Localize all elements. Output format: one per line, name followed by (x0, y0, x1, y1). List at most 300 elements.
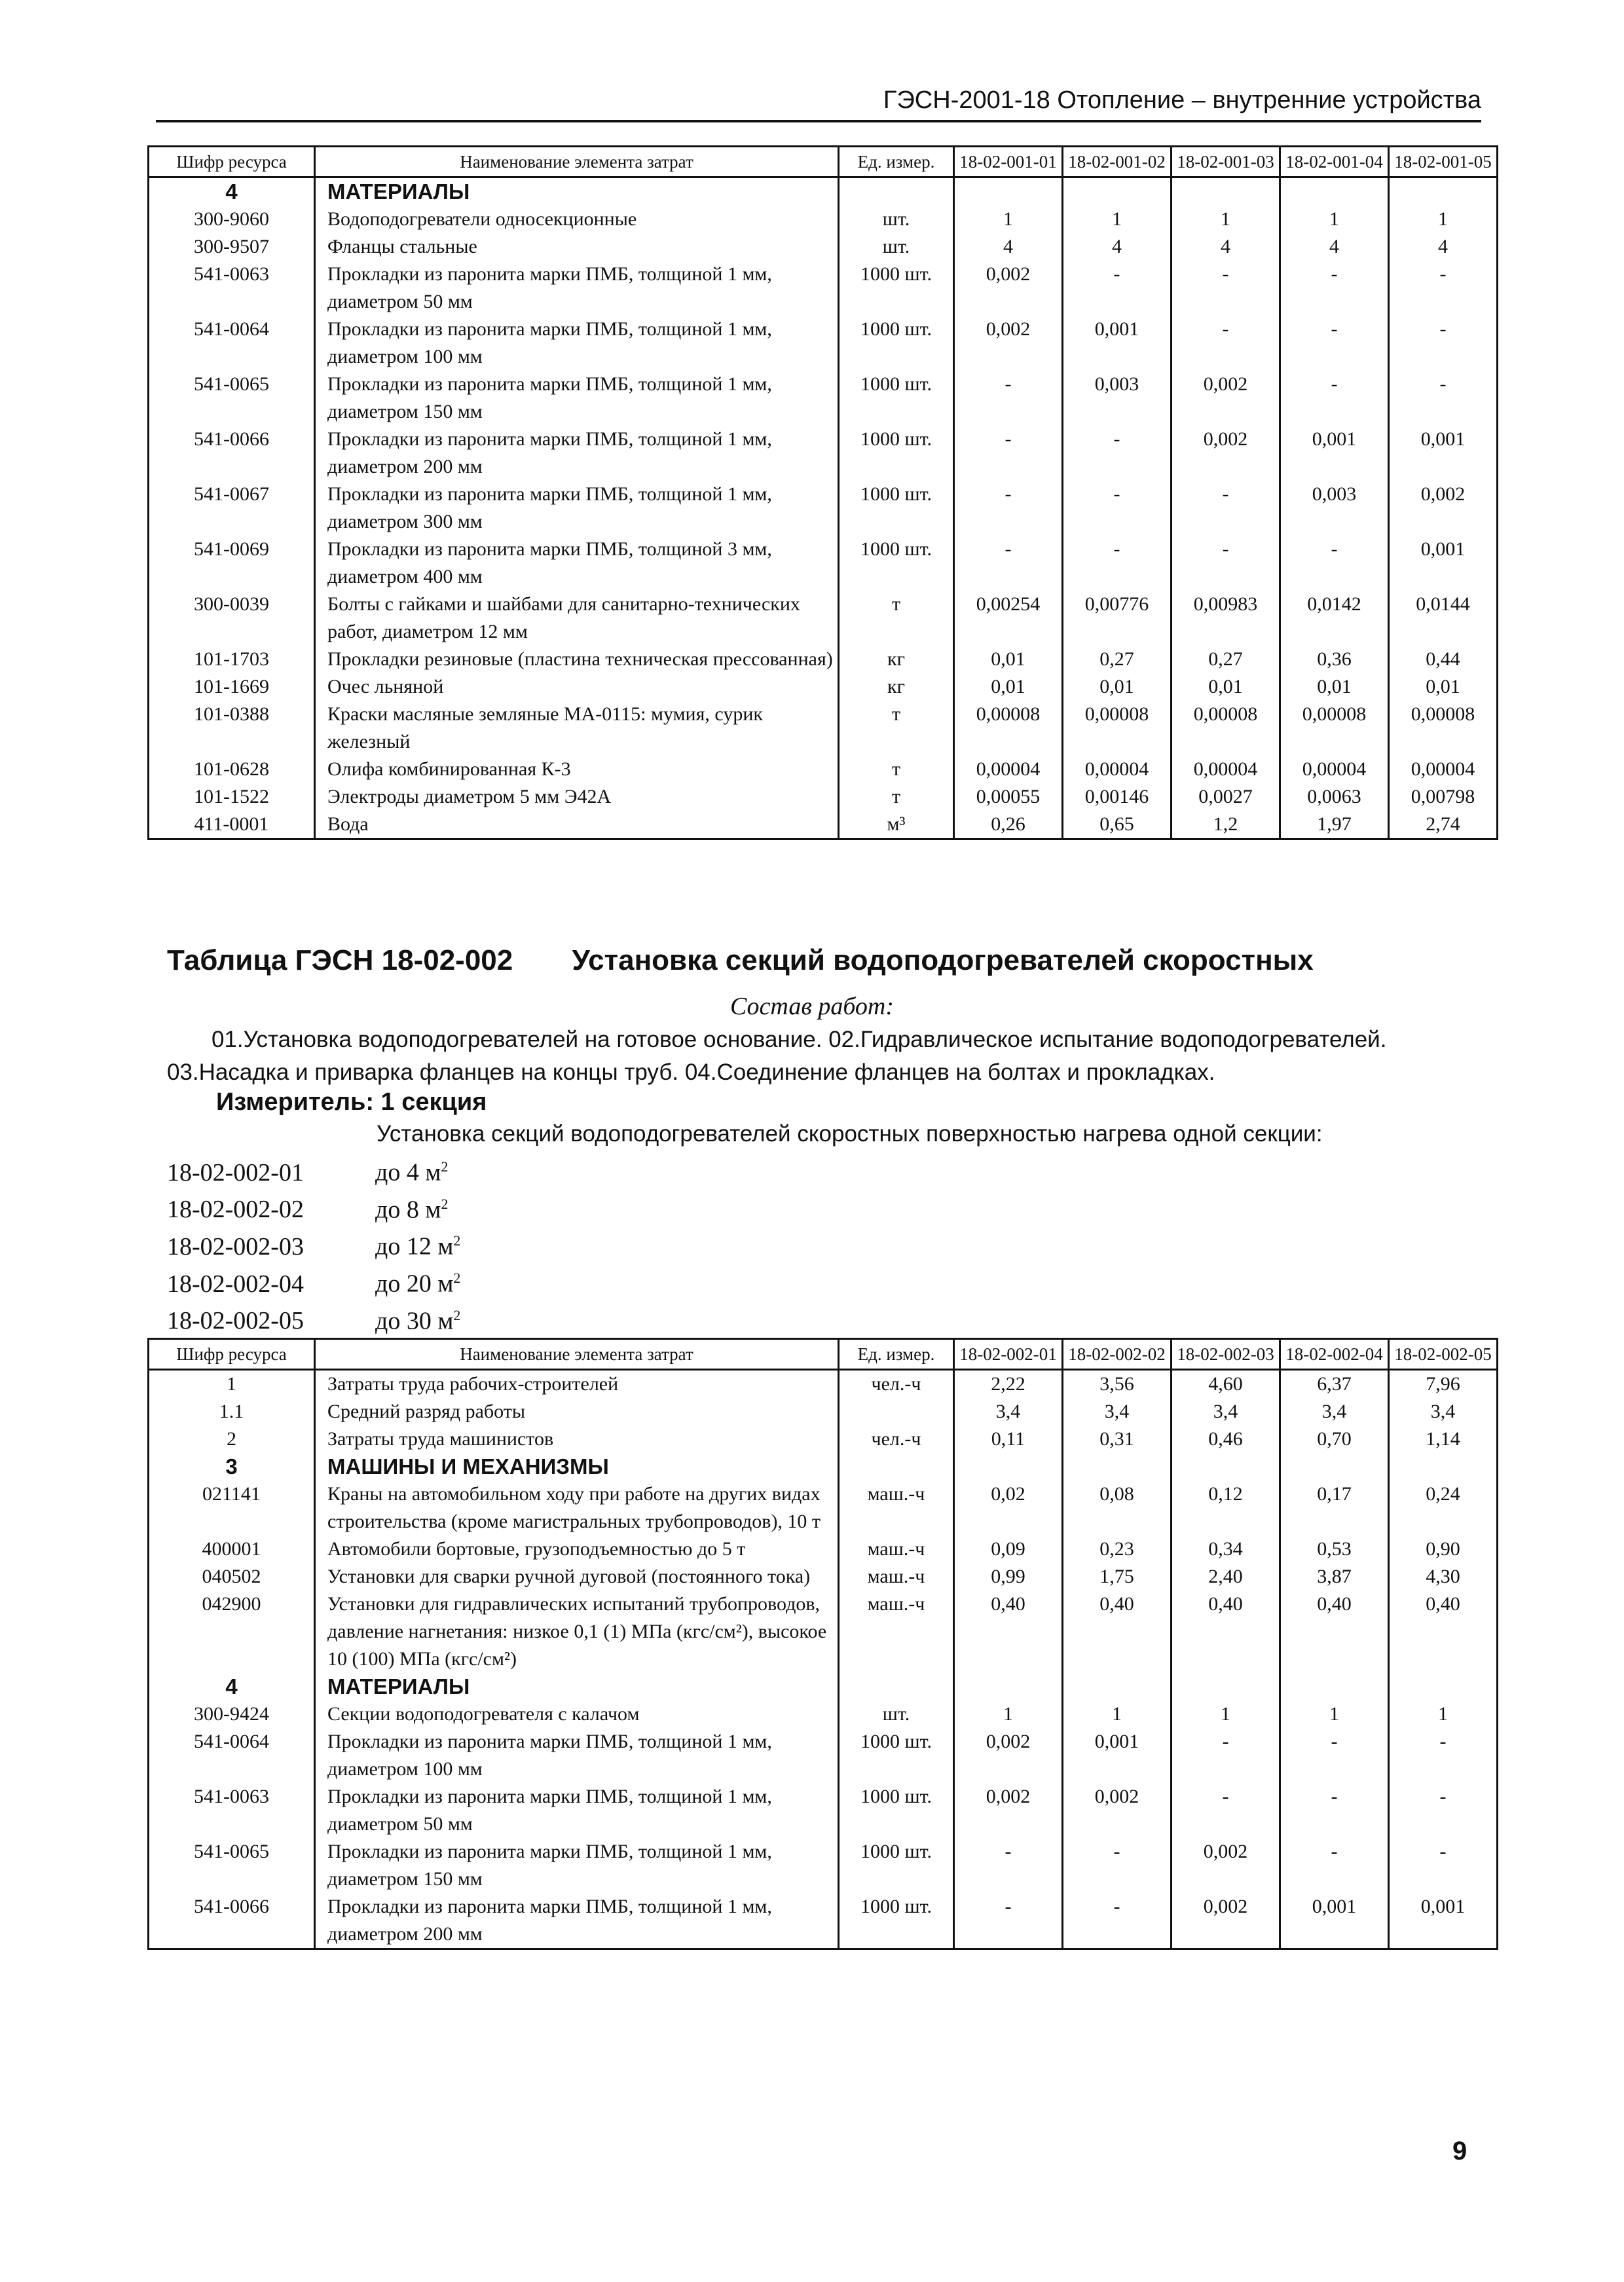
norm-value: 0,40 (1063, 1591, 1172, 1673)
column-header: 18-02-001-02 (1063, 147, 1172, 177)
norm-value: 0,26 (954, 811, 1063, 839)
norm-value: 0,01 (1172, 673, 1280, 701)
resource-code: 541-0064 (149, 316, 315, 371)
norm-value: 0,02 (954, 1481, 1063, 1536)
norm-value: 0,40 (1389, 1591, 1498, 1673)
unit: маш.-ч (839, 1563, 954, 1591)
norm-value: 7,96 (1389, 1370, 1498, 1399)
unit: 1000 шт. (839, 261, 954, 316)
norm-value: 3,4 (1389, 1398, 1498, 1426)
norm-value: 1 (1063, 206, 1172, 233)
norm-value: - (1172, 536, 1280, 591)
norm-value: 0,002 (954, 1783, 1063, 1838)
table-row (149, 1481, 1498, 1536)
variant-row (167, 1225, 460, 1262)
resource-code: 042900 (149, 1591, 315, 1673)
work-composition-line: 03.Насадка и приварка фланцев на концы труб. 04.Соединение фланцев на болтах и прокладках. (167, 1059, 1215, 1085)
resource-name: Прокладки из паронита марки ПМБ, толщиной 1 мм, диаметром 150 мм (315, 371, 839, 426)
variant-unit-power: 2 (441, 1158, 449, 1175)
work-composition-heading: Состав работ: (729, 993, 895, 1020)
norm-value: 0,00798 (1389, 783, 1498, 811)
resource-name: Очес льняной (315, 673, 839, 701)
norm-value: 0,001 (1280, 426, 1389, 481)
resource-code: 541-0063 (149, 261, 315, 316)
table-row (149, 1398, 1498, 1426)
table-row (149, 646, 1498, 673)
variant-row (167, 1188, 460, 1226)
norm-value: - (1063, 1893, 1172, 1949)
norm-value: - (1389, 1783, 1498, 1838)
norm-value (1063, 1453, 1172, 1481)
norm-value: 0,00254 (954, 591, 1063, 646)
table-row (149, 1591, 1498, 1673)
resource-name: Водоподогреватели односекционные (315, 206, 839, 233)
table-number: Таблица ГЭСН 18-02-002 (167, 944, 513, 976)
norm-value: - (954, 1838, 1063, 1893)
resource-table-18-02-002 (147, 1338, 1498, 1950)
unit (839, 1398, 954, 1426)
norm-value: 0,00008 (1389, 701, 1498, 756)
resource-code: 101-1669 (149, 673, 315, 701)
unit: т (839, 756, 954, 783)
resource-code: 541-0065 (149, 1838, 315, 1893)
norm-value: 0,002 (1172, 1838, 1280, 1893)
resource-code: 3 (149, 1453, 315, 1481)
work-composition-line: 01.Установка водоподогревателей на готовое основание. 02.Гидравлическое испытание водоподогревателей. (212, 1027, 1387, 1052)
variant-unit-power: 2 (453, 1269, 461, 1286)
table-row (149, 261, 1498, 316)
norm-value: 0,002 (1172, 1893, 1280, 1949)
norm-value: - (1063, 1838, 1172, 1893)
norm-value: - (1280, 316, 1389, 371)
norm-value: - (1389, 1728, 1498, 1783)
variant-code: 18-02-002-05 (167, 1307, 304, 1335)
unit: маш.-ч (839, 1536, 954, 1563)
norm-value (1389, 1673, 1498, 1701)
norm-value: 6,37 (1280, 1370, 1389, 1399)
unit: 1000 шт. (839, 371, 954, 426)
resource-code: 400001 (149, 1536, 315, 1563)
resource-code: 300-0039 (149, 591, 315, 646)
unit: 1000 шт. (839, 1838, 954, 1893)
resource-name: Электроды диаметром 5 мм Э42А (315, 783, 839, 811)
norm-value: 1,97 (1280, 811, 1389, 839)
resource-code: 411-0001 (149, 811, 315, 839)
norm-value: 3,4 (1063, 1398, 1172, 1426)
norm-value: 0,01 (1280, 673, 1389, 701)
norm-value: - (1172, 481, 1280, 536)
table-row (149, 1893, 1498, 1949)
norm-value: 0,00008 (954, 701, 1063, 756)
norm-value: 0,00008 (1280, 701, 1389, 756)
norm-value: 0,27 (1172, 646, 1280, 673)
unit: чел.-ч (839, 1370, 954, 1399)
resource-name: Прокладки резиновые (пластина техническая прессованная) (315, 646, 839, 673)
variant-unit-power: 2 (441, 1195, 449, 1212)
resource-code: 300-9060 (149, 206, 315, 233)
unit: 1000 шт. (839, 316, 954, 371)
column-header: 18-02-002-02 (1063, 1339, 1172, 1370)
variant-code: 18-02-002-03 (167, 1232, 304, 1261)
norm-value: 0,40 (954, 1591, 1063, 1673)
table-row (149, 591, 1498, 646)
unit: 1000 шт. (839, 1893, 954, 1949)
resource-name: Краны на автомобильном ходу при работе на других видах строительства (кроме магистральных трубопроводов), 10 т (315, 1481, 839, 1536)
unit: т (839, 701, 954, 756)
section-row (149, 1673, 1498, 1701)
unit: маш.-ч (839, 1591, 954, 1673)
column-header: 18-02-002-05 (1389, 1339, 1498, 1370)
norm-value: 1 (1172, 206, 1280, 233)
norm-value: 3,4 (1172, 1398, 1280, 1426)
norm-value: 4,60 (1172, 1370, 1280, 1399)
norm-value: 0,0142 (1280, 591, 1389, 646)
variant-value: до 30 м (375, 1307, 454, 1335)
norm-value (1063, 1673, 1172, 1701)
table-row (149, 206, 1498, 233)
unit: маш.-ч (839, 1481, 954, 1536)
column-header: Наименование элемента затрат (315, 1339, 839, 1370)
table-row (149, 1838, 1498, 1893)
norm-value: 0,003 (1280, 481, 1389, 536)
unit: 1000 шт. (839, 426, 954, 481)
norm-value: 0,12 (1172, 1481, 1280, 1536)
norm-value: 0,27 (1063, 646, 1172, 673)
resource-name: Автомобили бортовые, грузоподъемностью до 5 т (315, 1536, 839, 1563)
variant-value: до 8 м (375, 1196, 441, 1224)
norm-value: 0,31 (1063, 1426, 1172, 1453)
norm-value: 0,002 (954, 316, 1063, 371)
norm-value: 4 (1389, 233, 1498, 261)
norm-value: 0,002 (1172, 426, 1280, 481)
table-row (149, 481, 1498, 536)
norm-value: 1 (1172, 1701, 1280, 1728)
resource-code: 2 (149, 1426, 315, 1453)
table-row (149, 426, 1498, 481)
page-number: 9 (1452, 2137, 1467, 2165)
norm-value (1280, 1453, 1389, 1481)
resource-code: 1 (149, 1370, 315, 1399)
norm-value: 3,56 (1063, 1370, 1172, 1399)
norm-value (1172, 1673, 1280, 1701)
norm-value: 2,22 (954, 1370, 1063, 1399)
norm-value: - (1172, 316, 1280, 371)
resource-code: 101-0628 (149, 756, 315, 783)
norm-value: 2,74 (1389, 811, 1498, 839)
table-row (149, 673, 1498, 701)
norm-value: - (1280, 1838, 1389, 1893)
norm-value (954, 177, 1063, 206)
table-row (149, 1728, 1498, 1783)
norm-value: 0,01 (1389, 673, 1498, 701)
resource-name: Прокладки из паронита марки ПМБ, толщиной 1 мм, диаметром 200 мм (315, 1893, 839, 1949)
norm-value: 0,002 (954, 1728, 1063, 1783)
resource-code: 4 (149, 1673, 315, 1701)
norm-value: 1,75 (1063, 1563, 1172, 1591)
norm-value: 0,001 (1280, 1893, 1389, 1949)
table-row (149, 1563, 1498, 1591)
resource-code: 541-0066 (149, 426, 315, 481)
norm-value: - (1063, 481, 1172, 536)
table-row (149, 1783, 1498, 1838)
variant-code: 18-02-002-04 (167, 1270, 304, 1298)
norm-value: 0,0027 (1172, 783, 1280, 811)
norm-value: - (1063, 426, 1172, 481)
running-header: ГЭСН-2001-18 Отопление – внутренние устройства (156, 86, 1481, 122)
norm-value: 0,36 (1280, 646, 1389, 673)
norm-value: - (1389, 316, 1498, 371)
norm-value: 0,00055 (954, 783, 1063, 811)
norm-value: - (1172, 261, 1280, 316)
norm-value (1389, 1453, 1498, 1481)
resource-code: 541-0069 (149, 536, 315, 591)
resource-name: Затраты труда машинистов (315, 1426, 839, 1453)
resource-name: Прокладки из паронита марки ПМБ, толщиной 1 мм, диаметром 300 мм (315, 481, 839, 536)
section-row (149, 177, 1498, 206)
column-header: 18-02-001-03 (1172, 147, 1280, 177)
norm-value (1389, 177, 1498, 206)
norm-value: 0,00004 (1280, 756, 1389, 783)
norm-value: 1 (1280, 1701, 1389, 1728)
table-row (149, 536, 1498, 591)
unit: 1000 шт. (839, 1783, 954, 1838)
norm-value: 0,44 (1389, 646, 1498, 673)
norm-value: - (1172, 1728, 1280, 1783)
table-row (149, 1701, 1498, 1728)
norm-value: 0,001 (1389, 426, 1498, 481)
norm-value: 0,00008 (1063, 701, 1172, 756)
norm-value: 0,00004 (1389, 756, 1498, 783)
norm-value: 0,53 (1280, 1536, 1389, 1563)
norm-value: 0,08 (1063, 1481, 1172, 1536)
resource-code: 4 (149, 177, 315, 206)
resource-table-18-02-001 (147, 145, 1498, 840)
norm-value: 1 (954, 1701, 1063, 1728)
table-header-row (149, 1339, 1498, 1370)
table-row (149, 756, 1498, 783)
unit: чел.-ч (839, 1426, 954, 1453)
resource-name: Прокладки из паронита марки ПМБ, толщиной 1 мм, диаметром 150 мм (315, 1838, 839, 1893)
resource-code: 101-1703 (149, 646, 315, 673)
norm-value: - (1063, 261, 1172, 316)
norm-value: 1,14 (1389, 1426, 1498, 1453)
column-header: 18-02-002-04 (1280, 1339, 1389, 1370)
resource-name: Прокладки из паронита марки ПМБ, толщиной 1 мм, диаметром 100 мм (315, 316, 839, 371)
resource-name: МАТЕРИАЛЫ (315, 1673, 839, 1701)
resource-code: 300-9507 (149, 233, 315, 261)
column-header: Шифр ресурса (149, 147, 315, 177)
resource-code: 541-0063 (149, 1783, 315, 1838)
resource-code: 101-1522 (149, 783, 315, 811)
resource-name: Секции водоподогревателя с калачом (315, 1701, 839, 1728)
norm-value: 0,40 (1172, 1591, 1280, 1673)
norm-value: 0,003 (1063, 371, 1172, 426)
norm-value: 1 (1280, 206, 1389, 233)
norm-value (1063, 177, 1172, 206)
variant-code: 18-02-002-01 (167, 1158, 304, 1187)
norm-value: 0,00004 (1063, 756, 1172, 783)
variant-value: до 4 м (375, 1158, 441, 1187)
norm-value: - (1280, 1728, 1389, 1783)
table-row (149, 233, 1498, 261)
column-header: Наименование элемента затрат (315, 147, 839, 177)
norm-value (1172, 177, 1280, 206)
resource-name: Прокладки из паронита марки ПМБ, толщиной 1 мм, диаметром 50 мм (315, 1783, 839, 1838)
norm-value: - (1280, 536, 1389, 591)
variant-row (167, 1151, 460, 1188)
table-row (149, 1370, 1498, 1399)
variant-value: до 20 м (375, 1270, 454, 1298)
norm-value: 0,002 (1063, 1783, 1172, 1838)
unit (839, 1673, 954, 1701)
table-header-row (149, 147, 1498, 177)
unit (839, 1453, 954, 1481)
norm-value: 3,4 (954, 1398, 1063, 1426)
table-name: Установка секций водоподогревателей скоростных (572, 944, 1314, 976)
norm-value: 2,40 (1172, 1563, 1280, 1591)
column-header: Ед. измер. (839, 147, 954, 177)
resource-name: Прокладки из паронита марки ПМБ, толщиной 1 мм, диаметром 100 мм (315, 1728, 839, 1783)
resource-code: 541-0064 (149, 1728, 315, 1783)
norm-value: 0,001 (1389, 536, 1498, 591)
norm-value: 0,01 (954, 646, 1063, 673)
norm-value: 0,24 (1389, 1481, 1498, 1536)
table-row (149, 371, 1498, 426)
unit: кг (839, 646, 954, 673)
norm-value: 0,00146 (1063, 783, 1172, 811)
table-row (149, 811, 1498, 839)
resource-name: МАШИНЫ И МЕХАНИЗМЫ (315, 1453, 839, 1481)
norm-value: 1 (954, 206, 1063, 233)
norm-value: 1 (1389, 1701, 1498, 1728)
norm-value (1280, 1673, 1389, 1701)
unit: 1000 шт. (839, 481, 954, 536)
norm-value: 0,001 (1063, 316, 1172, 371)
resource-name: Затраты труда рабочих-строителей (315, 1370, 839, 1399)
norm-value: 0,34 (1172, 1536, 1280, 1563)
norm-value: 0,17 (1280, 1481, 1389, 1536)
norm-value: - (1280, 371, 1389, 426)
norm-value (1172, 1453, 1280, 1481)
resource-code: 541-0065 (149, 371, 315, 426)
norm-value: 0,00776 (1063, 591, 1172, 646)
norm-value: - (954, 371, 1063, 426)
unit: 1000 шт. (839, 1728, 954, 1783)
column-header: Шифр ресурса (149, 1339, 315, 1370)
norm-value: - (1389, 261, 1498, 316)
norm-value: 0,90 (1389, 1536, 1498, 1563)
norm-value: - (954, 536, 1063, 591)
norm-value: 3,4 (1280, 1398, 1389, 1426)
table-row (149, 783, 1498, 811)
norm-value: - (1063, 536, 1172, 591)
table-row (149, 1426, 1498, 1453)
unit: м³ (839, 811, 954, 839)
table-row (149, 701, 1498, 756)
norm-value: 4 (1280, 233, 1389, 261)
norm-value: 0,99 (954, 1563, 1063, 1591)
norm-value: 0,70 (1280, 1426, 1389, 1453)
resource-name: Прокладки из паронита марки ПМБ, толщиной 1 мм, диаметром 50 мм (315, 261, 839, 316)
unit: кг (839, 673, 954, 701)
norm-value: 0,001 (1063, 1728, 1172, 1783)
norm-value: - (1389, 371, 1498, 426)
norm-value: 0,11 (954, 1426, 1063, 1453)
resource-code: 101-0388 (149, 701, 315, 756)
resource-name: Прокладки из паронита марки ПМБ, толщиной 1 мм, диаметром 200 мм (315, 426, 839, 481)
work-composition (167, 1023, 1490, 1089)
resource-name: Олифа комбинированная К-3 (315, 756, 839, 783)
table-title (167, 944, 1542, 977)
norm-value: 0,00004 (954, 756, 1063, 783)
norm-value: 0,002 (1172, 371, 1280, 426)
column-header: Ед. измер. (839, 1339, 954, 1370)
resource-code: 300-9424 (149, 1701, 315, 1728)
column-header: 18-02-002-03 (1172, 1339, 1280, 1370)
resource-code: 541-0067 (149, 481, 315, 536)
norm-value: 0,002 (954, 261, 1063, 316)
variant-row (167, 1262, 460, 1300)
variant-unit-power: 2 (453, 1232, 461, 1249)
unit: 1000 шт. (839, 536, 954, 591)
resource-code: 541-0066 (149, 1893, 315, 1949)
norm-value: - (1280, 261, 1389, 316)
resource-name: Прокладки из паронита марки ПМБ, толщиной 3 мм, диаметром 400 мм (315, 536, 839, 591)
norm-value: 0,01 (1063, 673, 1172, 701)
norm-value: 4 (1063, 233, 1172, 261)
resource-name: Средний разряд работы (315, 1398, 839, 1426)
unit: шт. (839, 206, 954, 233)
resource-name: Вода (315, 811, 839, 839)
column-header: 18-02-001-04 (1280, 147, 1389, 177)
variant-unit-power: 2 (453, 1306, 461, 1323)
norm-value: 0,00004 (1172, 756, 1280, 783)
resource-name: Фланцы стальные (315, 233, 839, 261)
resource-name: Установки для гидравлических испытаний трубопроводов, давление нагнетания: низкое 0,1 (1) МПа (кгс/см²), высокое 10 (100) МПа (кгс/см²) (315, 1591, 839, 1673)
variants-list (167, 1151, 460, 1336)
norm-value: 0,09 (954, 1536, 1063, 1563)
norm-value: - (954, 1893, 1063, 1949)
resource-name: Болты с гайками и шайбами для санитарно-технических работ, диаметром 12 мм (315, 591, 839, 646)
meter-label: Измеритель: 1 секция (216, 1088, 487, 1116)
variants-intro: Установка секций водоподогревателей скоростных поверхностью нагрева одной секции: (377, 1121, 1323, 1147)
resource-name: МАТЕРИАЛЫ (315, 177, 839, 206)
norm-value: - (954, 426, 1063, 481)
norm-value: 0,00983 (1172, 591, 1280, 646)
unit: т (839, 783, 954, 811)
norm-value: 0,0063 (1280, 783, 1389, 811)
norm-value: 0,00008 (1172, 701, 1280, 756)
norm-value (954, 1673, 1063, 1701)
resource-name: Установки для сварки ручной дуговой (постоянного тока) (315, 1563, 839, 1591)
resource-code: 040502 (149, 1563, 315, 1591)
norm-value: 3,87 (1280, 1563, 1389, 1591)
norm-value: 0,002 (1389, 481, 1498, 536)
norm-value: 1 (1389, 206, 1498, 233)
norm-value: 0,46 (1172, 1426, 1280, 1453)
column-header: 18-02-002-01 (954, 1339, 1063, 1370)
norm-value: 0,01 (954, 673, 1063, 701)
variant-row (167, 1300, 460, 1337)
norm-value: 0,65 (1063, 811, 1172, 839)
variant-value: до 12 м (375, 1232, 454, 1261)
table-row (149, 1536, 1498, 1563)
norm-value: - (1280, 1783, 1389, 1838)
norm-value: 4 (1172, 233, 1280, 261)
column-header: 18-02-001-01 (954, 147, 1063, 177)
norm-value: - (954, 481, 1063, 536)
norm-value: 0,40 (1280, 1591, 1389, 1673)
